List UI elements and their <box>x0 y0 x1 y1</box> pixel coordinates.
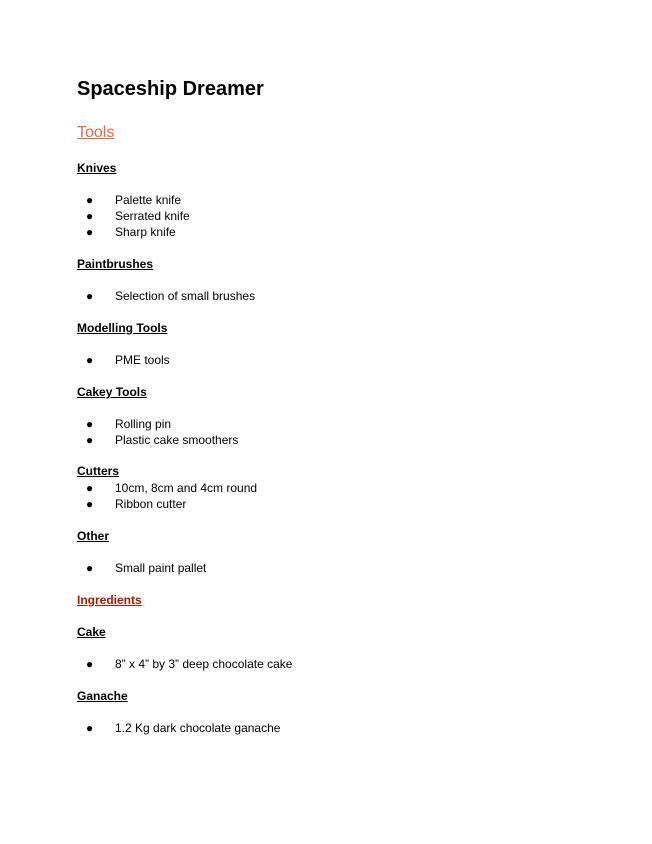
other-heading: Other <box>77 529 110 543</box>
ingredients-section-heading: Ingredients <box>77 593 142 607</box>
list-item <box>77 720 280 736</box>
list-item <box>77 224 190 240</box>
modelling-tools-heading: Modelling Tools <box>77 321 168 335</box>
bullet-icon: ● <box>86 353 94 367</box>
bullet-icon: ● <box>86 209 94 223</box>
list-item-text: Plastic cake smoothers <box>115 433 239 447</box>
bullet-icon: ● <box>86 497 94 511</box>
knives-list <box>77 192 190 240</box>
list-item-text: PME tools <box>115 353 170 367</box>
list-item <box>77 496 257 512</box>
cakey-tools-heading: Cakey Tools <box>77 385 147 399</box>
tools-section-heading: Tools <box>77 124 115 141</box>
cake-list <box>77 656 292 672</box>
list-item <box>77 288 255 304</box>
list-item-text: Palette knife <box>115 193 182 207</box>
list-item-text: Rolling pin <box>115 417 172 431</box>
list-item <box>77 208 190 224</box>
list-item-text: Small paint pallet <box>115 561 207 575</box>
list-item-text: Selection of small brushes <box>115 289 256 303</box>
bullet-icon: ● <box>86 561 94 575</box>
bullet-icon: ● <box>86 193 94 207</box>
list-item-text: 1.2 Kg dark chocolate ganache <box>115 721 281 735</box>
list-item <box>77 352 170 368</box>
ganache-heading: Ganache <box>77 689 128 703</box>
list-item-text: 10cm, 8cm and 4cm round <box>115 481 258 495</box>
bullet-icon: ● <box>86 481 94 495</box>
list-item-text: Sharp knife <box>115 225 176 239</box>
cutters-heading: Cutters <box>77 464 120 478</box>
list-item <box>77 480 257 496</box>
bullet-icon: ● <box>86 657 94 671</box>
knives-heading: Knives <box>77 161 117 175</box>
list-item <box>77 416 238 432</box>
bullet-icon: ● <box>86 417 94 431</box>
bullet-icon: ● <box>86 433 94 447</box>
list-item-text: Ribbon cutter <box>115 497 187 511</box>
other-list <box>77 560 206 576</box>
bullet-icon: ● <box>86 225 94 239</box>
bullet-icon: ● <box>86 721 94 735</box>
list-item-text: 8” x 4” by 3” deep chocolate cake <box>115 657 293 671</box>
cutters-list <box>77 480 257 512</box>
cake-heading: Cake <box>77 625 106 639</box>
list-item-text: Serrated knife <box>115 209 190 223</box>
bullet-icon: ● <box>86 289 94 303</box>
cakey-tools-list <box>77 416 238 448</box>
list-item <box>77 432 238 448</box>
list-item <box>77 560 206 576</box>
paintbrushes-heading: Paintbrushes <box>77 257 154 271</box>
modelling-tools-list <box>77 352 170 368</box>
ganache-list <box>77 720 280 736</box>
list-item <box>77 192 190 208</box>
document-title: Spaceship Dreamer <box>77 78 264 100</box>
paintbrushes-list <box>77 288 255 304</box>
list-item <box>77 656 292 672</box>
